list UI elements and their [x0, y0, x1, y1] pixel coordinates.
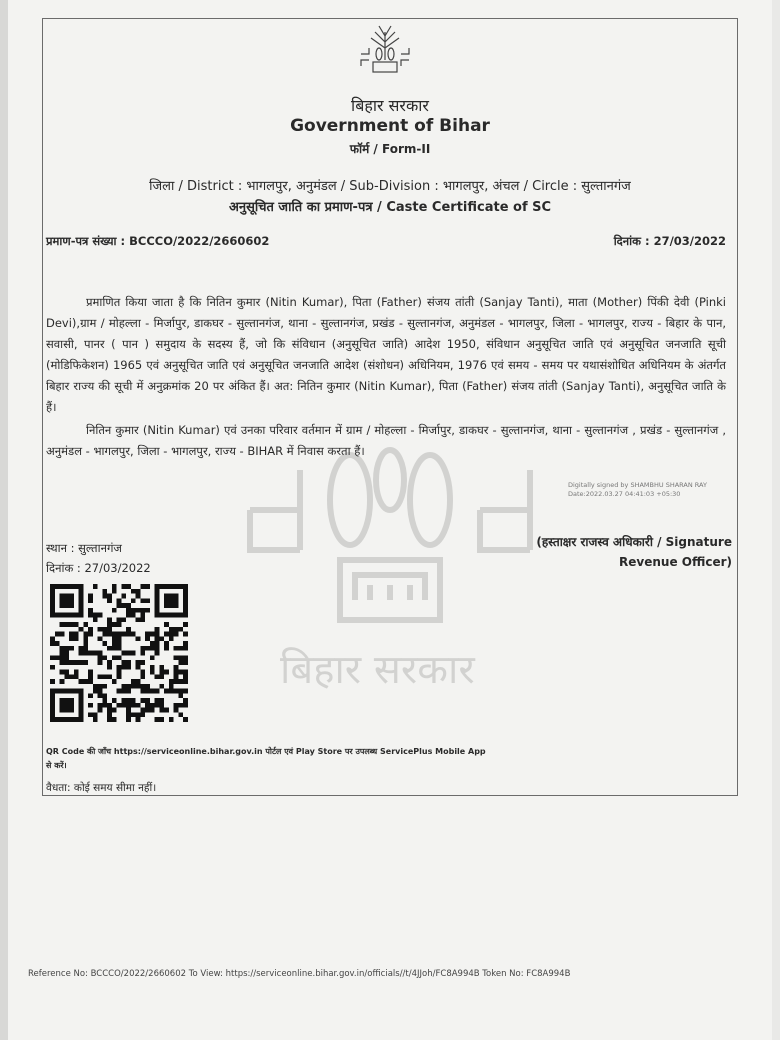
certificate-date: दिनांक : 27/03/2022: [613, 234, 726, 248]
signature-line-1: (हस्ताक्षर राजस्व अधिकारी / Signature: [536, 535, 732, 549]
reference-footer: Reference No: BCCCO/2022/2660602 To View: https://serviceonline.bihar.gov.in/officials//t/4JJoh/FC8A994B Token No: FC8A994B: [28, 969, 571, 979]
digital-signature-date: Date:2022.03.27 04:41:03 +05:30: [568, 490, 681, 498]
signature-line-2: Revenue Officer): [619, 555, 732, 569]
state-title-hindi: बिहार सरकार: [351, 96, 429, 115]
certificate-body-paragraph-2: नितिन कुमार (Nitin Kumar) एवं उनका परिवार वर्तमान में ग्राम / मोहल्ला - मिर्जापुर, डाकघर - सुल्तानगंज, थाना - सुल्तानगंज , प्रखंड - सुल्तानगंज , अनुमंडल - भागलपुर, जिला - भागलपुर, राज्य - BIHAR में निवास करता हैं।: [46, 423, 726, 458]
digital-signature-stamp: [568, 481, 707, 499]
state-title-english: Government of Bihar: [290, 116, 490, 136]
digital-signature-signer: Digitally signed by SHAMBHU SHARAN RAY: [568, 481, 707, 489]
place-label: स्थान : सुल्तानगंज: [46, 541, 122, 555]
qr-verification-note: QR Code की जाँच https://serviceonline.bihar.gov.in पोर्टल एवं Play Store पर उपलब्ध ServicePlus Mobile App से करें।: [46, 747, 486, 770]
qr-code: [50, 583, 188, 723]
bihar-emblem-icon: [355, 20, 415, 80]
place-date-block: [46, 538, 151, 578]
validity-note: वैधता: कोई समय सीमा नहीं।: [46, 782, 157, 794]
form-label: फॉर्म / Form-II: [349, 142, 431, 156]
issue-date-label: दिनांक : 27/03/2022: [46, 561, 151, 575]
location-line: जिला / District : भागलपुर, अनुमंडल / Sub-Division : भागलपुर, अंचल / Circle : सुल्तानगंज: [149, 179, 631, 194]
certificate-number: प्रमाण-पत्र संख्या : BCCCO/2022/2660602: [46, 234, 270, 248]
certificate-body-paragraph-1: प्रमाणित किया जाता है कि नितिन कुमार (Nitin Kumar), पिता (Father) संजय तांती (Sanjay Tanti), माता (Mother) पिंकी देवी (Pinki Devi),ग्राम / मोहल्ला - मिर्जापुर, डाकघर - सुल्तानगंज, थाना - सुल्तानगंज, प्रखंड - सुल्तानगंज, अनुमंडल - भागलपुर, जिला - भागलपुर, राज्य - बिहार के पान, सवासी, पानर ( पान ) समुदाय के सदस्य हैं, जो कि संविधान (अनुसूचित जाति) आदेश 1950, संविधान अनुसूचित जाति एवं अनुसूचित जनजाति सूची (मोडिफिकेशन) 1965 एवं अनुसूचित जाति एवं अनुसूचित जनजाति आदेश (संशोधन) अधिनियम, 1976 एवं समय - समय पर यथासंशोधित अधिनियम के अंतर्गत बिहार राज्य की सूची में अनुक्रमांक 20 पर अंकित हैं। अत: नितिन कुमार (Nitin Kumar), पिता (Father) संजय तांती (Sanjay Tanti), अनुसूचित जाति के हैं।: [46, 295, 726, 414]
signature-block: [536, 532, 732, 572]
watermark-text: बिहार सरकार: [280, 647, 475, 693]
certificate-title: अनुसूचित जाति का प्रमाण-पत्र / Caste Certificate of SC: [228, 200, 552, 215]
